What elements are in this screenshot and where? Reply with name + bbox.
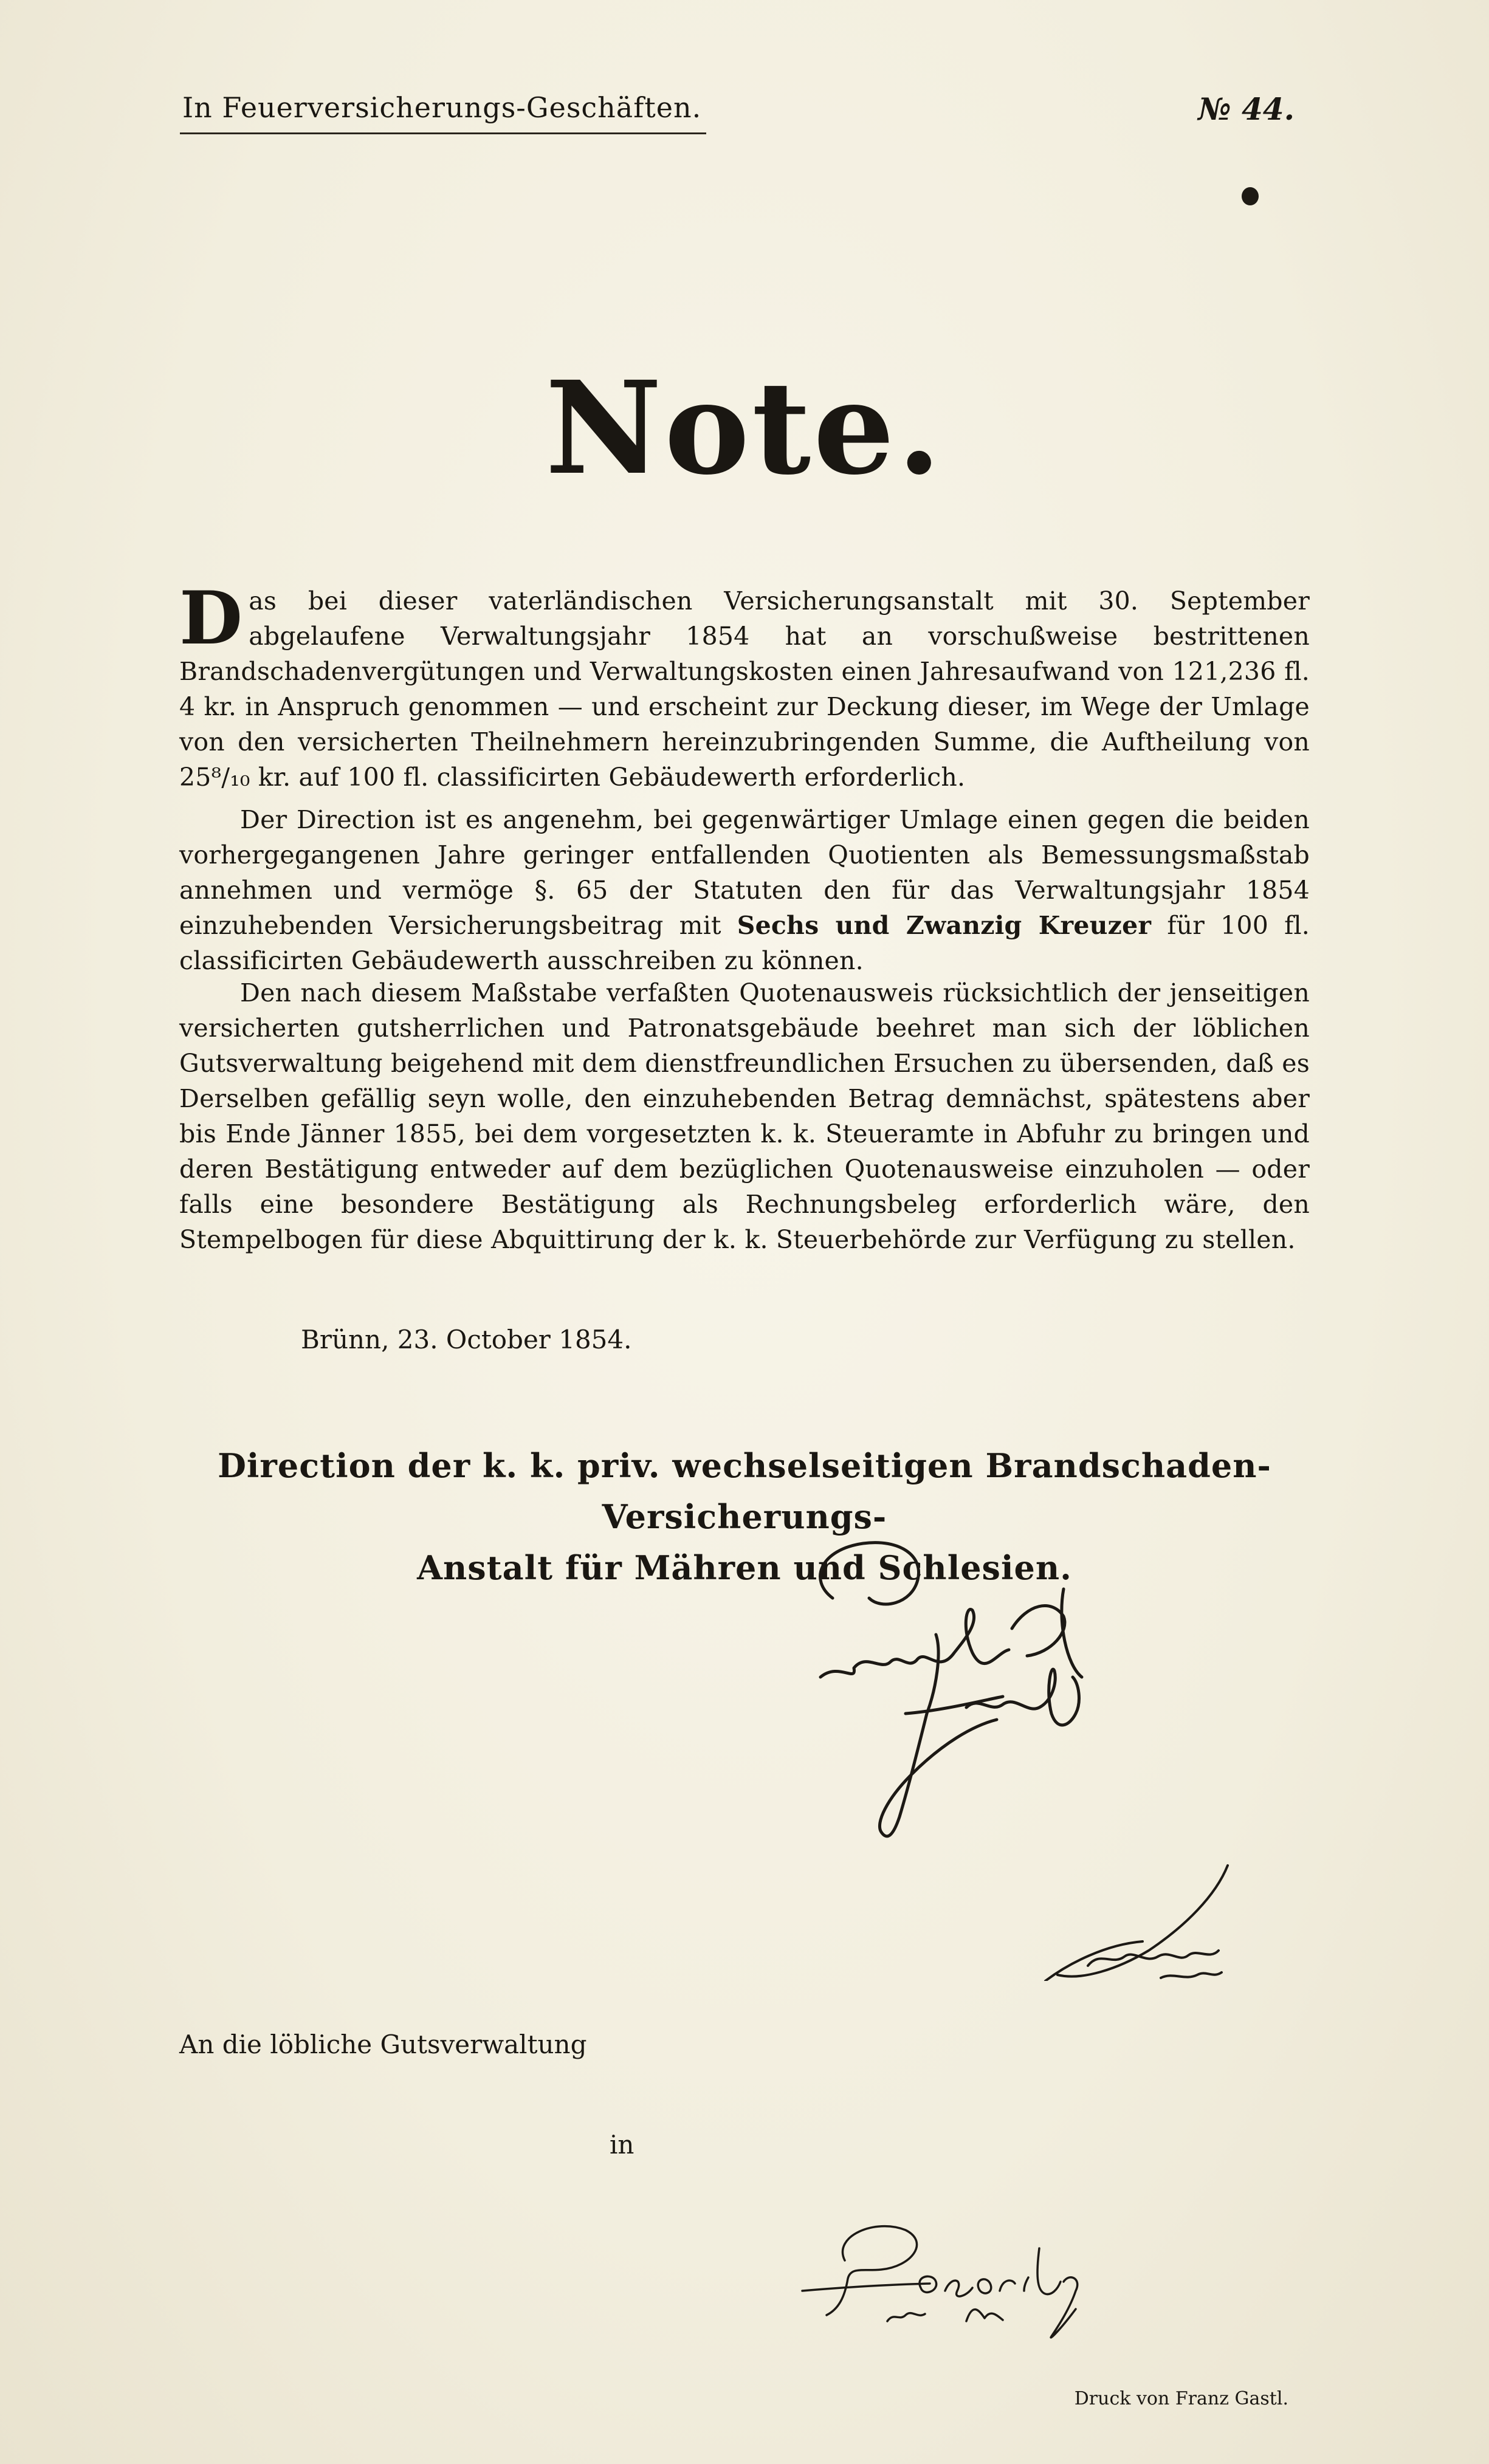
paragraph-3 — [179, 975, 1310, 1257]
issuing-authority — [122, 1440, 1367, 1593]
paragraph-1-end: kr. auf 100 fl. classificirten Gebäudewerth erforderlich. — [258, 763, 966, 792]
authority-line-1: Direction der k. k. priv. wechselseitigen Brandschaden-Versicherungs- — [218, 1446, 1271, 1536]
secondary-signature — [1033, 1859, 1288, 1981]
date-line: Brünn, 23. October 1854. — [301, 1325, 632, 1354]
handwritten-signature — [796, 1531, 1161, 1859]
header-category: In Feuerversicherungs-Geschäften. — [182, 91, 702, 124]
handwritten-place-name — [790, 2212, 1106, 2346]
paragraph-2 — [179, 802, 1310, 978]
printer-imprint: Druck von Franz Gastl. — [1074, 2388, 1288, 2409]
drop-cap: D — [179, 575, 243, 661]
paragraph-2-end: für 100 fl. classificirten Gebäudewerth ausschreiben zu können. — [179, 911, 1310, 975]
address-recipient: An die löbliche Gutsverwaltung — [179, 2030, 587, 2059]
paragraph-1-text: as bei dieser vaterländischen Versicherungsanstalt mit 30. September abgelaufene Verwaltungsjahr 1854 hat an vorschußweise bestrittenen Brandschadenvergütungen und Verwaltungskosten einen Jahresaufwand von 121,236 fl. 4 kr. in Anspruch genommen — und erscheint zur Deckung dieser, im Wege der Umlage von den versicherten Theilnehmern hereinzubringenden Summe, die Auftheilung von — [179, 586, 1310, 757]
paragraph-3-text: Den nach diesem Maßstabe verfaßten Quotenausweis rücksichtlich der jenseitigen versicherten gutsherrlichen und Patronatsgebäude beehret man sich der löblichen Gutsverwaltung beigehend mit dem dienstfreundlichen Ersuchen zu übersenden, daß es Derselben gefällig seyn wolle, den einzuhebenden Betrag demnächst, spätestens aber bis Ende Jänner 1855, bei dem vorgesetzten k. k. Steueramte in Abfuhr zu bringen und deren Bestätigung entweder auf dem bezüglichen Quotenausweise einzuholen — oder falls eine besondere Bestätigung als Rechnungsbeleg erforderlich wäre, den Stempelbogen für diese Abquittirung der k. k. Steuerbehörde zur Verfügung zu stellen. — [179, 978, 1310, 1254]
ink-blot — [1242, 187, 1259, 205]
address-in: in — [610, 2130, 634, 2160]
header-rule — [180, 132, 706, 134]
paragraph-2-text: Der Direction ist es angenehm, bei gegenwärtiger Umlage einen gegen die beiden vorhergegangenen Jahre geringer entfallenden Quotienten als Bemessungsmaßstab annehmen und vermöge §. 65 der Statuten den für das Verwaltungsjahr 1854 einzuhebenden Versicherungsbeitrag mit — [179, 805, 1310, 940]
page-title: Note. — [545, 353, 944, 503]
document-number: № 44. — [1198, 91, 1295, 127]
authority-line-2: Anstalt für Mähren und Schlesien. — [417, 1548, 1072, 1587]
paragraph-1 — [179, 575, 1310, 795]
contribution-amount: Sechs und Zwanzig Kreuzer — [737, 911, 1152, 940]
rate-fraction: 25⁸/₁₀ — [179, 763, 250, 792]
